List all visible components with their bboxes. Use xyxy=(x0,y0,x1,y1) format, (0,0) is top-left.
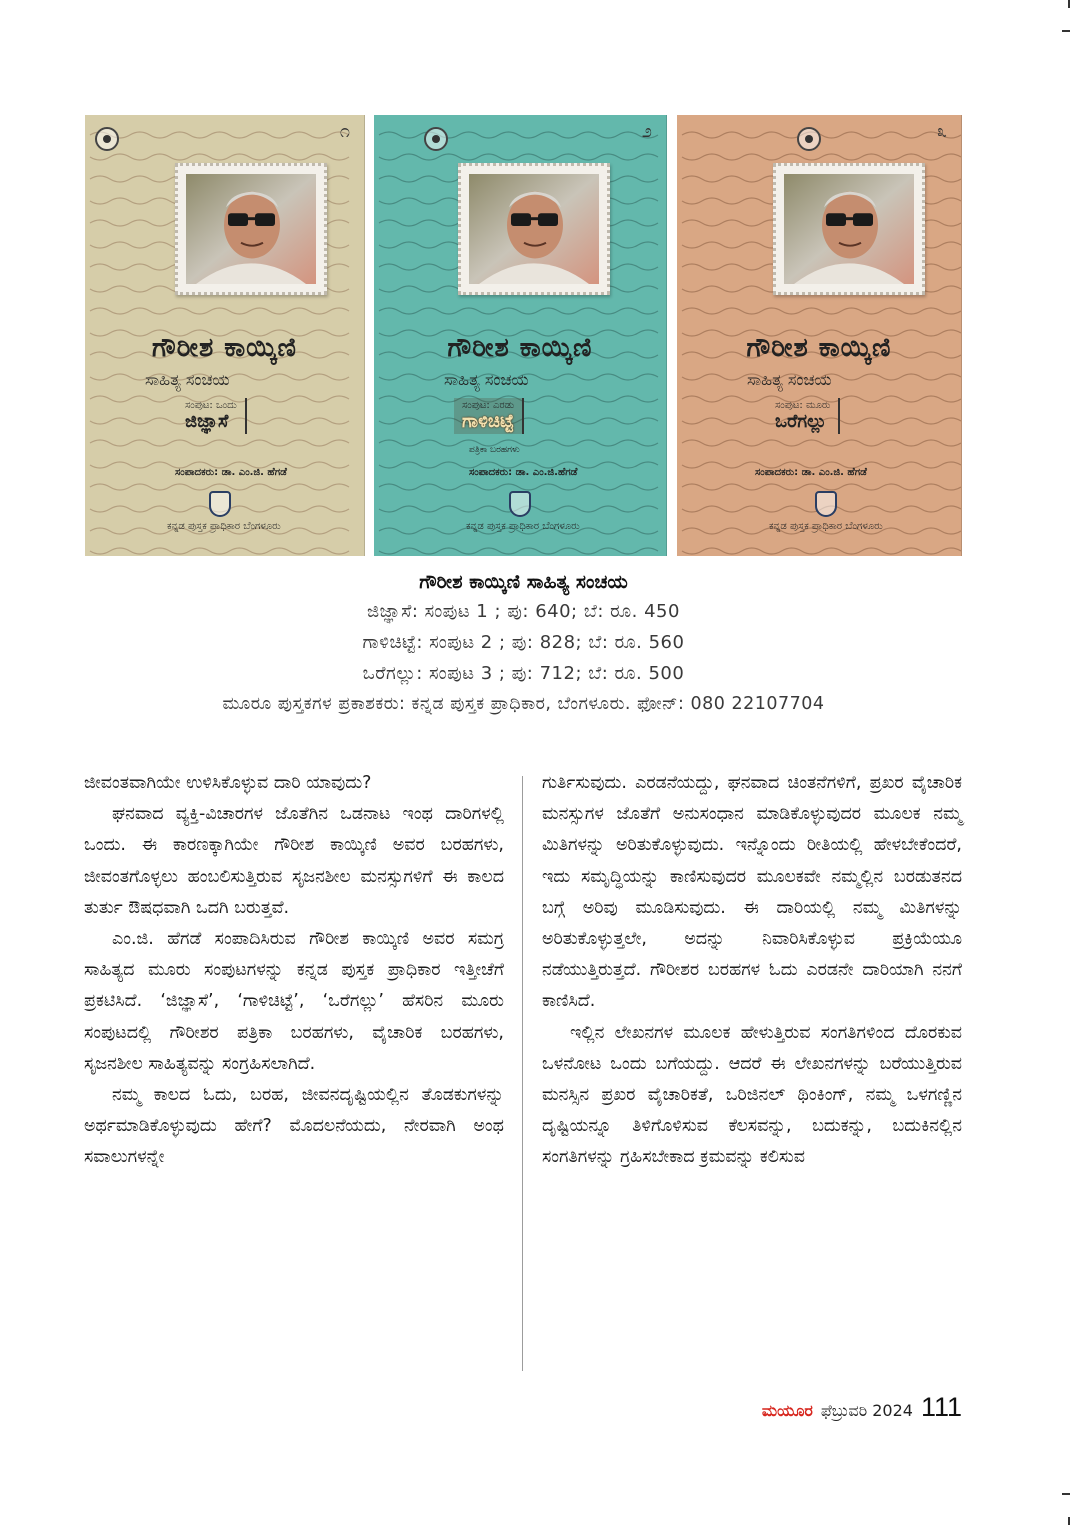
page-footer xyxy=(762,1392,962,1423)
government-emblem-icon xyxy=(797,127,821,151)
cover-subtitle: ಸಾಹಿತ್ಯ ಸಂಚಯ xyxy=(444,370,529,389)
publisher-name: ಕನ್ನಡ ಪುಸ್ತಕ ಪ್ರಾಧಿಕಾರ ಬೆಂಗಳೂರು xyxy=(769,521,883,532)
author-photo-stamp xyxy=(175,163,327,295)
government-emblem-icon xyxy=(424,127,448,151)
cover-subtitle: ಸಾಹಿತ್ಯ ಸಂಚಯ xyxy=(145,370,230,389)
publisher-logo-icon xyxy=(209,491,231,517)
volume-number: ೩ xyxy=(936,121,947,142)
government-emblem-icon xyxy=(95,127,119,151)
volume-number: ೨ xyxy=(641,121,652,142)
crop-mark xyxy=(1062,30,1070,32)
author-photo xyxy=(186,174,316,284)
volume-number: ೧ xyxy=(339,121,350,142)
cover-subtitle: ಸಾಹಿತ್ಯ ಸಂಚಯ xyxy=(747,370,832,389)
volume-label: ಸಂಪುಟ: ಒಂದು xyxy=(185,400,237,411)
editor-credit: ಸಂಪಾದಕರು: ಡಾ. ಎಂ.ಜಿ.ಹೆಗಡೆ xyxy=(469,467,578,478)
author-photo-stamp xyxy=(458,163,610,295)
volume-box xyxy=(177,398,247,434)
article-paragraph: ಜೀವಂತವಾಗಿಯೇ ಉಳಿಸಿಕೊಳ್ಳುವ ದಾರಿ ಯಾವುದು? xyxy=(84,773,372,793)
article-column-left xyxy=(84,768,504,1174)
book-cover-volume-3 xyxy=(677,115,962,556)
cover-title: ಗೌರೀಶ ಕಾಯ್ಕಿಣಿ xyxy=(447,333,593,363)
cover-title: ಗೌರೀಶ ಕಾಯ್ಕಿಣಿ xyxy=(746,333,892,363)
author-photo xyxy=(469,174,599,284)
crop-mark xyxy=(1068,1517,1070,1525)
cover-title: ಗೌರೀಶ ಕಾಯ್ಕಿಣಿ xyxy=(152,333,297,363)
caption-publisher-line: ಮೂರೂ ಪುಸ್ತಕಗಳ ಪ್ರಕಾಶಕರು: ಕನ್ನಡ ಪುಸ್ತಕ ಪ್ರಾಧಿಕಾರ, ಬೆಂಗಳೂರು. ಫೋನ್: 080 22107704 xyxy=(222,694,825,714)
volume-label: ಸಂಪುಟ: ಮೂರು xyxy=(775,400,831,411)
book-cover-volume-2 xyxy=(374,115,667,556)
publisher-logo-icon xyxy=(815,491,837,517)
volume-name: ಒರೆಗಲ್ಲು xyxy=(775,411,827,432)
editor-credit: ಸಂಪಾದಕರು: ಡಾ. ಎಂ.ಜಿ. ಹೆಗಡೆ xyxy=(175,467,287,478)
caption-line-volume-1: ಜಿಜ್ಞಾಸೆ: ಸಂಪುಟ 1 ; ಪು: 640; ಬೆ: ರೂ. 450 xyxy=(367,601,680,622)
caption-line-volume-2: ಗಾಳಿಚಿಟ್ಟೆ: ಸಂಪುಟ 2 ; ಪು: 828; ಬೆ: ರೂ. 560 xyxy=(362,632,685,653)
author-photo xyxy=(784,174,914,284)
photo-caption xyxy=(85,568,962,720)
publisher-name: ಕನ್ನಡ ಪುಸ್ತಕ ಪ್ರಾಧಿಕಾರ ಬೆಂಗಳೂರು xyxy=(466,521,580,532)
magazine-name: ಮಯೂರ xyxy=(761,1401,813,1420)
article-paragraph: ಘನವಾದ ವ್ಯಕ್ತಿ-ವಿಚಾರಗಳ ಜೊತೆಗಿನ ಒಡನಾಟ ಇಂಥ ದಾರಿಗಳಲ್ಲಿ ಒಂದು. ಈ ಕಾರಣಕ್ಕಾಗಿಯೇ ಗೌರೀಶ ಕಾಯ್ಕಿಣಿ ಅವರ ಬರಹಗಳು, ಜೀವಂತಗೊಳ್ಳಲು ಹಂಬಲಿಸುತ್ತಿರುವ ಸೃಜನಶೀಲ ಮನಸ್ಸುಗಳಿಗೆ ಈ ಕಾಲದ ತುರ್ತು ಔಷಧವಾಗಿ ಒದಗಿ ಬರುತ್ತವೆ. xyxy=(84,804,504,918)
article-paragraph: ಇಲ್ಲಿನ ಲೇಖನಗಳ ಮೂಲಕ ಹೇಳುತ್ತಿರುವ ಸಂಗತಿಗಳಿಂದ ದೊರಕುವ ಒಳನೋಟ ಒಂದು ಬಗೆಯದ್ದು. ಆದರೆ ಈ ಲೇಖನಗಳನ್ನು ಬರೆಯುತ್ತಿರುವ ಮನಸ್ಸಿನ ಪ್ರಖರ ವೈಚಾರಿಕತೆ, ಒರಿಜಿನಲ್ ಥಿಂಕಿಂಗ್, ನಮ್ಮ ಒಳಗಣ್ಣಿನ ದೃಷ್ಟಿಯನ್ನೂ ತಿಳಿಗೊಳಿಸುವ ಕೆಲಸವನ್ನು, ಬದುಕನ್ನು, ಬದುಕಿನಲ್ಲಿನ ಸಂಗತಿಗಳನ್ನು ಗ್ರಹಿಸಬೇಕಾದ ಕ್ರಮವನ್ನು ಕಲಿಸುವ xyxy=(542,1022,962,1168)
page-number: 111 xyxy=(920,1392,962,1422)
publisher-logo-icon xyxy=(509,491,531,517)
volume-name: ಗಾಳಿಚಿಟ್ಟೆ xyxy=(462,411,514,432)
editor-credit: ಸಂಪಾದಕರು: ಡಾ. ಎಂ.ಜಿ. ಹೆಗಡೆ xyxy=(755,467,867,478)
book-covers-photo xyxy=(85,115,962,556)
publisher-name: ಕನ್ನಡ ಪುಸ್ತಕ ಪ್ರಾಧಿಕಾರ ಬೆಂಗಳೂರು xyxy=(167,521,281,532)
crop-mark xyxy=(1068,0,1070,8)
volume-subtitle: ಪತ್ರಿಕಾ ಬರಹಗಳು xyxy=(469,445,520,455)
article-paragraph: ನಮ್ಮ ಕಾಲದ ಓದು, ಬರಹ, ಜೀವನದೃಷ್ಟಿಯಲ್ಲಿನ ತೊಡಕುಗಳನ್ನು ಅರ್ಥಮಾಡಿಕೊಳ್ಳುವುದು ಹೇಗೆ? ಮೊದಲನೆಯದು, ನೇರವಾಗಿ ಅಂಥ ಸವಾಲುಗಳನ್ನೇ xyxy=(84,1085,504,1168)
article-paragraph: ಎಂ.ಜಿ. ಹೆಗಡೆ ಸಂಪಾದಿಸಿರುವ ಗೌರೀಶ ಕಾಯ್ಕಿಣಿ ಅವರ ಸಮಗ್ರ ಸಾಹಿತ್ಯದ ಮೂರು ಸಂಪುಟಗಳನ್ನು ಕನ್ನಡ ಪುಸ್ತಕ ಪ್ರಾಧಿಕಾರ ಇತ್ತೀಚೆಗೆ ಪ್ರಕಟಿಸಿದೆ. ‘ಜಿಜ್ಞಾಸೆ’, ‘ಗಾಳಿಚಿಟ್ಟೆ’, ‘ಒರೆಗಲ್ಲು’ ಹೆಸರಿನ ಮೂರು ಸಂಪುಟದಲ್ಲಿ ಗೌರೀಶರ ಪತ್ರಿಕಾ ಬರಹಗಳು, ವೈಚಾರಿಕ ಬರಹಗಳು, ಸೃಜನಶೀಲ ಸಾಹಿತ್ಯವನ್ನು ಸಂಗ್ರಹಿಸಲಾಗಿದೆ. xyxy=(84,929,504,1074)
issue-date: ಫೆಬ್ರುವರಿ 2024 xyxy=(820,1401,913,1420)
column-divider xyxy=(522,776,523,1371)
volume-box xyxy=(454,398,524,434)
volume-name: ಜಿಜ್ಞಾಸೆ xyxy=(185,411,229,432)
article-column-right xyxy=(542,768,962,1174)
volume-box xyxy=(767,398,840,434)
article-paragraph: ಗುರ್ತಿಸುವುದು. ಎರಡನೆಯದ್ದು, ಘನವಾದ ಚಿಂತನೆಗಳಿಗೆ, ಪ್ರಖರ ವೈಚಾರಿಕ ಮನಸ್ಸುಗಳ ಜೊತೆಗೆ ಅನುಸಂಧಾನ ಮಾಡಿಕೊಳ್ಳುವುದರ ಮೂಲಕ ನಮ್ಮ ಮಿತಿಗಳನ್ನು ಅರಿತುಕೊಳ್ಳುವುದು. ಇನ್ನೊಂದು ರೀತಿಯಲ್ಲಿ ಹೇಳಬೇಕೆಂದರೆ, ಇದು ಸಮೃದ್ಧಿಯನ್ನು ಕಾಣಿಸುವುದರ ಮೂಲಕವೇ ನಮ್ಮಲ್ಲಿನ ಬರಡುತನದ ಬಗ್ಗೆ ಅರಿವು ಮೂಡಿಸುವುದು. ಈ ದಾರಿಯಲ್ಲಿ ನಮ್ಮ ಮಿತಿಗಳನ್ನು ಅರಿತುಕೊಳ್ಳುತ್ತಲೇ, ಅದನ್ನು ನಿವಾರಿಸಿಕೊಳ್ಳುವ ಪ್ರಕ್ರಿಯೆಯೂ ನಡೆಯುತ್ತಿರುತ್ತದೆ. ಗೌರೀಶರ ಬರಹಗಳ ಓದು ಎರಡನೇ ದಾರಿಯಾಗಿ ನನಗೆ ಕಾಣಿಸಿದೆ. xyxy=(542,773,962,1012)
caption-title: ಗೌರೀಶ ಕಾಯ್ಕಿಣಿ ಸಾಹಿತ್ಯ ಸಂಚಯ xyxy=(419,571,628,593)
author-photo-stamp xyxy=(773,163,925,295)
book-cover-volume-1 xyxy=(85,115,365,556)
volume-label: ಸಂಪುಟ: ಎರಡು xyxy=(462,400,515,411)
crop-mark xyxy=(1062,1493,1070,1495)
caption-line-volume-3: ಒರೆಗಲ್ಲು: ಸಂಪುಟ 3 ; ಪು: 712; ಬೆ: ರೂ. 500 xyxy=(362,663,685,684)
